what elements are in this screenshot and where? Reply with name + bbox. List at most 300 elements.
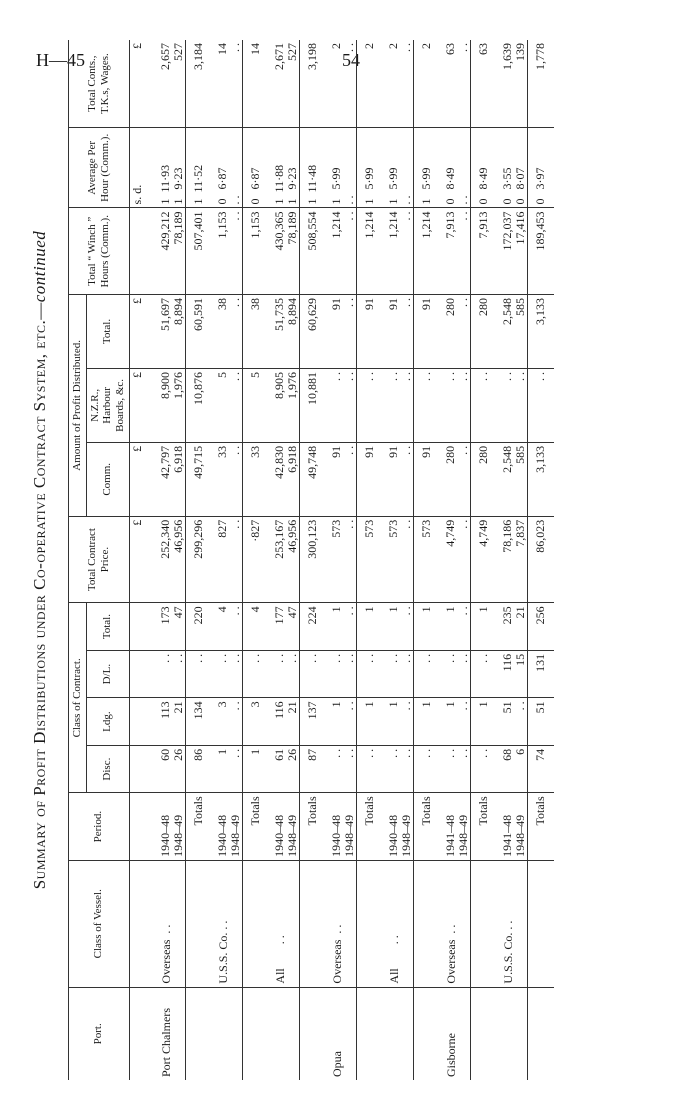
cell-line: 21 [284,701,299,714]
cell-line: . . [341,371,356,381]
cell-winch: 1,153 [242,208,269,295]
col-port: Port. [69,987,130,1080]
cell-line: . . [157,653,172,663]
col-nzr: N.Z.R., Harbour Boards, &c. [86,368,129,442]
cell-line: 253,167 [271,519,286,559]
cell-comm: 280 [470,442,497,516]
cell-dl [497,650,528,698]
cell-line: . . [455,445,470,455]
cell-line: . . [214,653,229,663]
cell-line: 573 [328,519,343,538]
cell-line: 252,340 [157,519,172,559]
col-amount-distributed: Amount of Profit Distributed. [69,295,87,517]
cell-winch [212,208,243,295]
cell-total: 224 [299,603,326,651]
cell-line: . . [398,445,413,455]
cell-line: 1 [442,701,457,708]
cell-line: 51 [499,701,514,714]
cell-dl [383,650,414,698]
cell-dl: . . [356,650,383,698]
cell-line: . . [442,371,457,381]
unit-sd: s. d. [129,128,155,208]
cell-line: 827 [214,519,229,538]
totals-row [356,40,383,1080]
cell-comm: 3,133 [527,442,554,516]
cell-vessel [242,860,269,987]
cell-ldg: 134 [185,698,212,746]
cell-line: . . [227,195,242,205]
cell-dl [269,650,300,698]
cell-line: . . [455,211,470,221]
totals-row [299,40,326,1080]
cell-line: . . [398,606,413,616]
cell-totals-label: Totals [413,793,440,861]
cell-line: 91 [385,445,400,458]
cell-avg: 1 11·52 [185,128,212,208]
cell-line: 429,212 [157,211,172,251]
totals-row [242,40,269,1080]
cell-price [212,516,243,603]
cell-price [497,516,528,603]
cell-line: 78,189 [170,211,185,245]
table-row [383,40,414,1080]
cell-line: . . [341,195,356,205]
cell-line: 47 [284,606,299,619]
cell-comm [440,442,471,516]
cell-amt [155,295,186,369]
cell-winch [269,208,300,295]
cell-dl: . . [242,650,269,698]
cell-line: 1 5·99 [385,167,400,205]
cell-price: 4,749 [470,516,497,603]
cell-line: 47 [170,606,185,619]
cell-comm [383,442,414,516]
cell-line: 78,189 [284,211,299,245]
cell-line: 3 [214,701,229,708]
cell-wages [212,40,243,128]
vessel-label: Overseas [329,939,344,984]
cell-nzr [440,368,471,442]
cell-line: 8,894 [170,298,185,326]
cell-amt: 280 [470,295,497,369]
cell-wages [497,40,528,128]
cell-amt: 60,629 [299,295,326,369]
col-period: Period. [69,793,130,861]
cell-line: . . [398,211,413,221]
cell-period [212,793,243,861]
cell-amt: 91 [356,295,383,369]
cell-ldg: 137 [299,698,326,746]
cell-period [383,793,414,861]
table-row [440,40,471,1080]
cell-line: 2 [328,43,343,49]
cell-line: 2,657 [157,43,172,70]
units-row [129,40,155,1080]
cell-period [440,793,471,861]
cell-line: 91 [328,298,343,311]
cell-line: . . [328,371,343,381]
cell-line: . . [227,748,242,758]
cell-line: 116 [499,653,514,672]
cell-line: . . [398,748,413,758]
leader-dots: . . [215,920,230,933]
cell-winch: 508,554 [299,208,326,295]
cell-line: . . [284,653,299,663]
cell-line: 1,214 [385,211,400,239]
cell-line: 51,735 [271,298,286,332]
cell-avg: 0 3·97 [527,128,554,208]
cell-price [383,516,414,603]
cell-nzr [269,368,300,442]
cell-line: . . [170,653,185,663]
cell-port [383,987,414,1080]
cell-avg: 1 5·99 [356,128,383,208]
cell-line: . . [455,701,470,711]
cell-avg [269,128,300,208]
cell-avg: 0 6·87 [242,128,269,208]
cell-line: 6 [512,748,527,755]
cell-price: 86,023 [527,516,554,603]
cell-line: . . [455,43,470,52]
col-winch-hours: Total “ Winch ” Hours (Comm.). [69,208,130,295]
cell-line: 91 [328,445,343,458]
cell-line: . . [442,653,457,663]
cell-line: 0 6·87 [214,167,229,205]
cell-vessel [212,860,243,987]
cell-total [212,603,243,651]
cell-total: 4 [242,603,269,651]
cell-total: 220 [185,603,212,651]
cell-comm: 33 [242,442,269,516]
cell-winch: 189,453 [527,208,554,295]
cell-line: 1,976 [170,371,185,399]
cell-dl [440,650,471,698]
leader-dots: . . [386,935,401,969]
cell-comm [155,442,186,516]
cell-comm [497,442,528,516]
cell-total: 256 [527,603,554,651]
cell-totals-label: Totals [185,793,212,861]
cell-totals-label: Totals [527,793,554,861]
cell-avg [383,128,414,208]
cell-total: 1 [356,603,383,651]
cell-line: 5 [214,371,229,378]
cell-line: 61 [271,748,286,761]
cell-line: 173 [157,606,172,625]
cell-ldg [155,698,186,746]
cell-line: 1940–48 [385,814,400,857]
cell-amt: 38 [242,295,269,369]
cell-line: . . [341,606,356,616]
cell-port [242,987,269,1080]
cell-line: 527 [284,43,299,61]
cell-line: 8,905 [271,371,286,399]
cell-line: . . [455,748,470,758]
cell-line: 1 11·93 [157,164,172,205]
cell-line: . . [341,519,356,529]
unit-pound: £ [129,368,155,442]
cell-avg: 1 5·99 [413,128,440,208]
cell-port: Gisborne [440,987,471,1080]
cell-wages [383,40,414,128]
cell-line: 78,186 [499,519,514,553]
cell-line: 6,918 [170,445,185,473]
cell-disc [269,745,300,793]
cell-line: . . [398,701,413,711]
cell-ldg: 1 [356,698,383,746]
cell-amt [326,295,357,369]
totals-row [413,40,440,1080]
cell-line: 1,976 [284,371,299,399]
cell-disc: 74 [527,745,554,793]
cell-avg: 0 8·49 [470,128,497,208]
cell-disc [383,745,414,793]
cell-vessel [185,860,212,987]
cell-ldg [212,698,243,746]
cell-line: . . [455,519,470,529]
cell-port [470,987,497,1080]
cell-line: . . [398,519,413,529]
cell-port [299,987,326,1080]
col-ldg: Ldg. [86,698,129,746]
cell-ldg: 3 [242,698,269,746]
cell-line: 1940–48 [214,814,229,857]
cell-dl [212,650,243,698]
cell-total: 1 [413,603,440,651]
cell-avg: 1 11·48 [299,128,326,208]
cell-vessel [326,860,357,987]
col-contract-price: Total Contract Price. [69,516,130,603]
cell-total [326,603,357,651]
cell-line: 1 5·99 [328,167,343,205]
cell-avg [440,128,471,208]
cell-line: 1948–49 [455,814,470,857]
cell-line: . . [227,298,242,308]
totals-row [185,40,212,1080]
table-title-main: Summary of Profit Distributions under Co-operative Contract System, etc.— [30,302,49,890]
cell-line: 2,548 [499,298,514,326]
table-row [269,40,300,1080]
cell-port: Port Chalmers [155,987,186,1080]
cell-line: 26 [284,748,299,761]
cell-comm [326,442,357,516]
cell-wages [155,40,186,128]
cell-winch [326,208,357,295]
cell-disc: 87 [299,745,326,793]
leader-dots: . . [329,924,344,940]
cell-disc [326,745,357,793]
cell-totals-label: Totals [299,793,326,861]
cell-nzr: 5 [242,368,269,442]
cell-line: 0 8·07 [512,167,527,205]
cell-line: . . [398,195,413,205]
cell-line: . . [227,701,242,711]
cell-line: . . [398,298,413,308]
cell-line: 1948–49 [170,814,185,857]
rotated-table-region [30,40,670,1080]
cell-amt [440,295,471,369]
cell-comm: 49,715 [185,442,212,516]
cell-line: 14 [214,43,229,55]
col-vessel: Class of Vessel. [69,860,130,987]
cell-line: 42,797 [157,445,172,479]
cell-vessel [155,860,186,987]
cell-period [155,793,186,861]
cell-line: 1 [328,701,343,708]
cell-port [269,987,300,1080]
cell-price [326,516,357,603]
vessel-label: All [386,968,401,984]
cell-nzr: . . [470,368,497,442]
cell-line: 42,830 [271,445,286,479]
cell-avg [212,128,243,208]
cell-winch: 507,401 [185,208,212,295]
cell-total [440,603,471,651]
cell-line: 17,416 [512,211,527,245]
cell-comm [269,442,300,516]
cell-vessel [269,860,300,987]
cell-port [497,987,528,1080]
cell-line: 1940–48 [328,814,343,857]
cell-ldg [383,698,414,746]
cell-line: 585 [512,445,527,464]
cell-line: . . [341,445,356,455]
cell-price: ·827 [242,516,269,603]
cell-line: 430,365 [271,211,286,251]
cell-winch [155,208,186,295]
cell-disc: . . [413,745,440,793]
cell-line: 1948–49 [398,814,413,857]
cell-line: 235 [499,606,514,625]
cell-disc: . . [470,745,497,793]
cell-ldg [497,698,528,746]
cell-line: 8,894 [284,298,299,326]
cell-amt: 60,591 [185,295,212,369]
vessel-label: Overseas [443,939,458,984]
cell-wages: 1,778 [527,40,554,128]
col-comm: Comm. [86,442,129,516]
cell-port [356,987,383,1080]
cell-line: . . [227,519,242,529]
cell-line: 1941–48 [442,814,457,857]
cell-dl: . . [185,650,212,698]
cell-nzr: . . [356,368,383,442]
cell-wages: 63 [470,40,497,128]
cell-nzr [497,368,528,442]
cell-line: 0 3·55 [499,167,514,205]
cell-dl [155,650,186,698]
cell-line: 1940–48 [271,814,286,857]
cell-vessel [413,860,440,987]
cell-line: . . [341,748,356,758]
cell-nzr [212,368,243,442]
unit-pound: £ [129,442,155,516]
cell-vessel [383,860,414,987]
cell-line: . . [341,701,356,711]
col-class-of-contract: Class of Contract. [69,603,87,793]
cell-line: . . [455,606,470,616]
cell-dl [326,650,357,698]
cell-nzr [326,368,357,442]
cell-port [212,987,243,1080]
cell-disc [497,745,528,793]
cell-price [440,516,471,603]
cell-line: . . [442,748,457,758]
cell-disc [212,745,243,793]
col-dl: D/L. [86,650,129,698]
cell-line: 2 [385,43,400,49]
cell-line: . . [499,371,514,381]
cell-vessel [470,860,497,987]
cell-line: . . [227,371,242,381]
cell-nzr: . . [413,368,440,442]
table-row [497,40,528,1080]
cell-ldg [269,698,300,746]
cell-dl: 131 [527,650,554,698]
cell-line: 6,918 [284,445,299,473]
cell-totals-label: Totals [242,793,269,861]
cell-line: 0 8·49 [442,167,457,205]
cell-line: . . [341,298,356,308]
cell-line: 1 [328,606,343,613]
cell-price: 300,123 [299,516,326,603]
cell-line: 280 [442,298,457,317]
cell-ldg: 51 [527,698,554,746]
cell-comm [212,442,243,516]
leader-dots: . . [443,924,458,940]
cell-line: . . [455,653,470,663]
cell-line: . . [227,445,242,455]
vessel-label: All [272,968,287,984]
cell-winch [497,208,528,295]
cell-period [269,793,300,861]
cell-period [326,793,357,861]
cell-avg [497,128,528,208]
cell-line: . . [341,43,356,52]
cell-disc: 1 [242,745,269,793]
col-amount-total: Total. [86,295,129,369]
unit-pound: £ [129,516,155,603]
cell-line: 51,697 [157,298,172,332]
cell-port: Opua [326,987,357,1080]
cell-line: 21 [170,701,185,714]
profit-distribution-table [68,40,554,1080]
cell-totals-label: Totals [470,793,497,861]
cell-avg [155,128,186,208]
cell-line: 1,214 [328,211,343,239]
cell-line: . . [512,701,527,711]
cell-port [413,987,440,1080]
cell-line: . . [385,653,400,663]
cell-line: . . [455,298,470,308]
cell-line: 1 [442,606,457,613]
cell-line: 46,956 [284,519,299,553]
cell-line: 116 [271,701,286,719]
cell-line: 8,900 [157,371,172,399]
cell-vessel [440,860,471,987]
cell-line: . . [512,371,527,381]
cell-amt [269,295,300,369]
cell-wages [326,40,357,128]
cell-wages: 3,184 [185,40,212,128]
cell-line: 46,956 [170,519,185,553]
cell-disc: . . [356,745,383,793]
col-class-total: Total. [86,603,129,651]
page-code: H—45 [36,50,85,70]
cell-dl: . . [413,650,440,698]
leader-dots: . . [272,935,287,969]
unit-pound: £ [129,43,144,49]
